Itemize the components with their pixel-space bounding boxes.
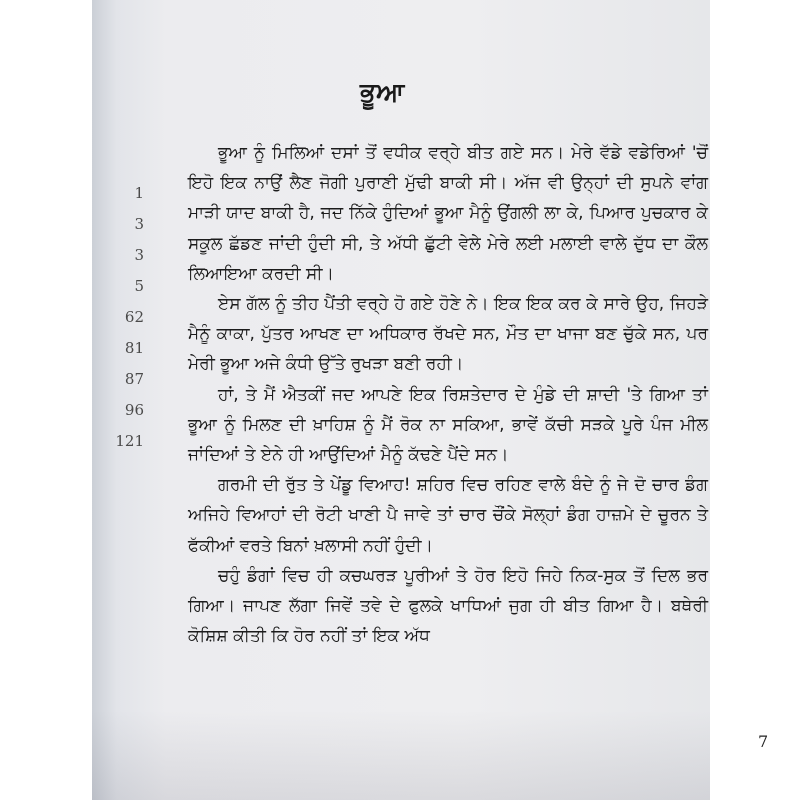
margin-number: 81 (124, 339, 144, 357)
margin-number: 5 (134, 277, 144, 295)
margin-number: 3 (134, 215, 144, 233)
margin-number: 121 (115, 432, 144, 450)
paragraph: ਏਸ ਗੱਲ ਨੂੰ ਤੀਹ ਪੈਂਤੀ ਵਰ੍ਹੇ ਹੋ ਗਏ ਹੋਣੇ ਨੇ। ਇਕ ਇਕ ਕਰ ਕੇ ਸਾਰੇ ਉਹ, ਜਿਹੜੇ ਮੈਨੂੰ ਕਾਕਾ, ਪੁੱਤਰ ਆਖਣ ਦਾ ਅਧਿਕਾਰ ਰੱਖਦੇ ਸਨ, ਮੌਤ ਦਾ ਖਾਜਾ ਬਣ ਚੁੱਕੇ ਸਨ, ਪਰ ਮੇਰੀ ਭੂਆ ਅਜੇ ਕੰਧੀ ਉੱਤੇ ਰੁਖੜਾ ਬਣੀ ਰਹੀ। (188, 294, 708, 375)
margin-number: 96 (124, 401, 144, 419)
paragraph: ਹਾਂ, ਤੇ ਮੈਂ ਐਤਕੀਂ ਜਦ ਆਪਣੇ ਇਕ ਰਿਸ਼ਤੇਦਾਰ ਦੇ ਮੁੰਡੇ ਦੀ ਸ਼ਾਦੀ 'ਤੇ ਗਿਆ ਤਾਂ ਭੂਆ ਨੂੰ ਮਿਲਣ ਦੀ ਖ਼ਾਹਿਸ਼ ਨੂੰ ਮੈਂ ਰੋਕ ਨਾ ਸਕਿਆ, ਭਾਵੇਂ ਕੱਚੀ ਸੜਕੇ ਪੂਰੇ ਪੰਜ ਮੀਲ ਜਾਂਦਿਆਂ ਤੇ ਏਨੇ ਹੀ ਆਉਂਦਿਆਂ ਮੈਨੂੰ ਕੱਢਣੇ ਪੈਂਦੇ ਸਨ। (188, 384, 708, 466)
paragraph: ਚਹੁੰ ਡੰਗਾਂ ਵਿਚ ਹੀ ਕਚਘਰੜ ਪੂਰੀਆਂ ਤੇ ਹੋਰ ਇਹੋ ਜਿਹੇ ਨਿਕ-ਸੁਕ ਤੋਂ ਦਿਲ ਭਰ ਗਿਆ। ਜਾਪਣ ਲੱਗਾ ਜਿਵੇਂ ਤਵੇ ਦੇ ਫੁਲਕੇ ਖਾਧਿਆਂ ਜੁਗ ਹੀ ਬੀਤ ਗਿਆ ਹੈ। ਬਥੇਰੀ ਕੋਸ਼ਿਸ਼ ਕੀਤੀ ਕਿ ਹੋਰ ਨਹੀਂ ਤਾਂ ਇਕ ਅੱਧ (188, 565, 708, 647)
book-page (92, 0, 769, 800)
margin-number: 1 (134, 184, 144, 202)
paragraph: ਭੂਆ ਨੂੰ ਮਿਲਿਆਂ ਦਸਾਂ ਤੋਂ ਵਧੀਕ ਵਰ੍ਹੇ ਬੀਤ ਗਏ ਸਨ। ਮੇਰੇ ਵੱਡੇ ਵਡੇਰਿਆਂ 'ਚੋਂ ਇਹੋ ਇਕ ਨਾਉਂ ਲੈਣ ਜੋਗੀ ਪੁਰਾਣੀ ਮੁੱਢੀ ਬਾਕੀ ਸੀ। ਅੱਜ ਵੀ ਉਨ੍ਹਾਂ ਦੀ ਸੁਪਨੇ ਵਾਂਗ ਮਾੜੀ ਯਾਦ ਬਾਕੀ ਹੈ, ਜਦ ਨਿੱਕੇ ਹੁੰਦਿਆਂ ਭੂਆ ਮੈਨੂੰ ਉਂਗਲੀ ਲਾ ਕੇ, ਪਿਆਰ ਪੁਚਕਾਰ ਕੇ ਸਕੂਲ ਛੱਡਣ ਜਾਂਦੀ ਹੁੰਦੀ ਸੀ, ਤੇ ਅੱਧੀ ਛੁੱਟੀ ਵੇਲੇ ਮੇਰੇ ਲਈ ਮਲਾਈ ਵਾਲੇ ਦੁੱਧ ਦਾ ਕੌਲ ਲਿਆਇਆ ਕਰਦੀ ਸੀ। (188, 143, 708, 284)
page-number: 7 (758, 732, 769, 751)
chapter-title: ਭੂਆ (360, 78, 405, 108)
page-shadow (92, 710, 710, 800)
margin-number: 62 (124, 308, 144, 326)
margin-page-numbers (92, 178, 150, 457)
margin-number: 3 (134, 246, 144, 264)
margin-number: 87 (124, 370, 144, 388)
paragraph: ਗਰਮੀ ਦੀ ਰੁੱਤ ਤੇ ਪੇਂਡੂ ਵਿਆਹ! ਸ਼ਹਿਰ ਵਿਚ ਰਹਿਣ ਵਾਲੇ ਬੰਦੇ ਨੂੰ ਜੇ ਦੋ ਚਾਰ ਡੰਗ ਅਜਿਹੇ ਵਿਆਹਾਂ ਦੀ ਰੋਟੀ ਖਾਣੀ ਪੈ ਜਾਵੇ ਤਾਂ ਚਾਰ ਚੌਂਕੇ ਸੋਲ੍ਹਾਂ ਡੰਗ ਹਾਜ਼ਮੇ ਦੇ ਚੂਰਨ ਤੇ ਫੱਕੀਆਂ ਵਰਤੇ ਬਿਨਾਂ ਖ਼ਲਾਸੀ ਨਹੀਂ ਹੁੰਦੀ। (188, 475, 708, 556)
chapter-body (188, 138, 708, 651)
